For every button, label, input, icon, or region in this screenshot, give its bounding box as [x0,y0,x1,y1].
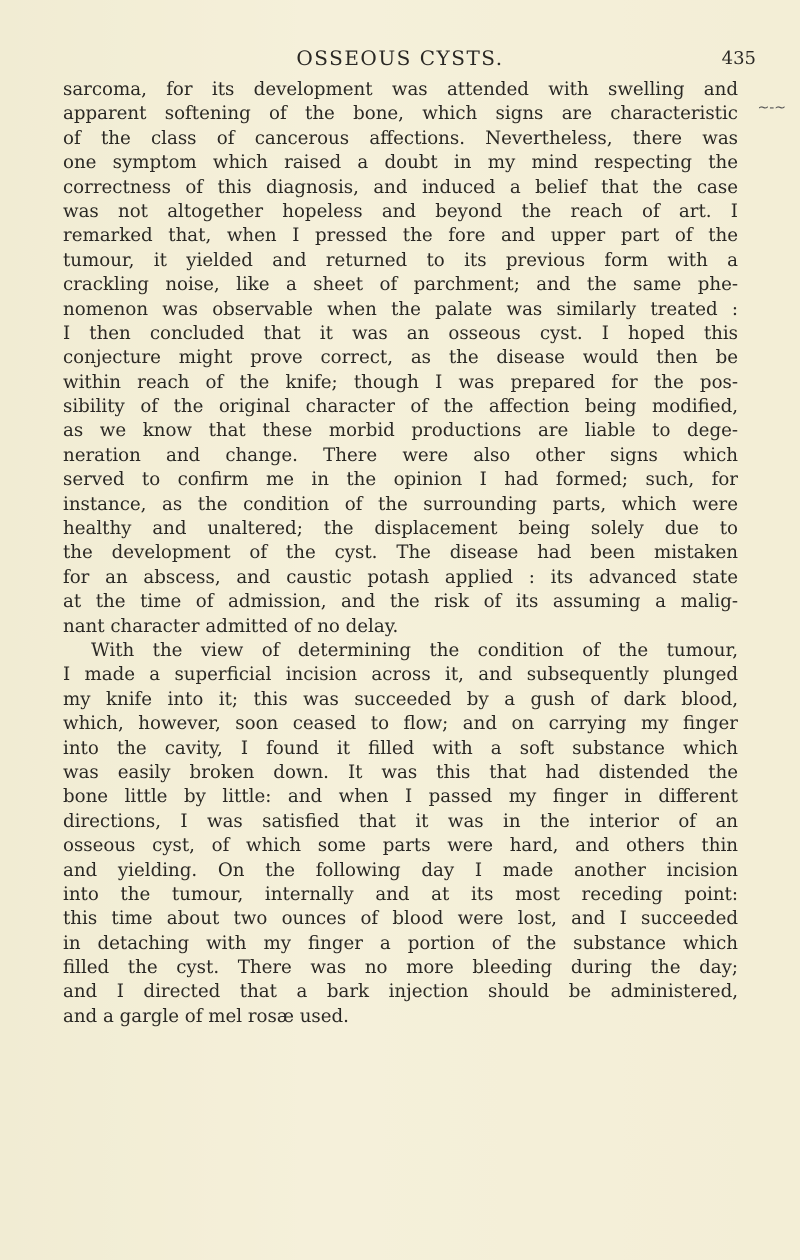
text-line: remarked that, when I pressed the fore and upper part of the [63,225,738,247]
text-line: in detaching with my finger a portion of the substance which [63,932,738,954]
text-line: tumour, it yielded and returned to its previous form with a [63,249,738,271]
text-line: into the tumour, internally and at its most receding point: [63,883,738,905]
running-title: OSSEOUS CYSTS. [296,46,504,70]
text-line: for an abscess, and caustic potash applied : its advanced state [63,566,738,588]
text-line: With the view of determining the condition of the tumour, [91,639,738,661]
text-line: at the time of admission, and the risk of its assuming a malig- [63,591,738,613]
text-line: filled the cyst. There was no more bleeding during the day; [63,957,738,979]
text-line: one symptom which raised a doubt in my mind respecting the [63,152,738,174]
text-line: osseous cyst, of which some parts were hard, and others thin [63,835,738,857]
page-number: 435 [721,48,756,69]
text-line: directions, I was satisfied that it was in the interior of an [63,810,738,832]
text-line: conjecture might prove correct, as the disease would then be [63,347,738,369]
text-line: healthy and unaltered; the displacement being solely due to [63,518,738,540]
text-line: was not altogether hopeless and beyond the reach of art. I [63,200,738,222]
text-line: sibility of the original character of the affection being modified, [63,396,738,418]
text-line: of the class of cancerous affections. Nevertheless, there was [63,127,738,149]
text-line: within reach of the knife; though I was prepared for the pos- [63,371,738,393]
body-text [63,78,738,1029]
text-line: my knife into it; this was succeeded by a gush of dark blood, [63,688,738,710]
text-line: into the cavity, I found it filled with a soft substance which [63,737,738,759]
text-line: served to confirm me in the opinion I had formed; such, for [63,469,738,491]
text-line: and a gargle of mel rosæ used. [63,1005,349,1027]
margin-mark: ~-~ [757,100,786,116]
text-line: and yielding. On the following day I made another incision [63,859,738,881]
text-line: was easily broken down. It was this that had distended the [63,761,738,783]
text-line: which, however, soon ceased to flow; and on carrying my finger [63,713,738,735]
text-line: bone little by little: and when I passed my finger in different [63,786,738,808]
text-line: apparent softening of the bone, which signs are characteristic [63,103,738,125]
text-line: crackling noise, like a sheet of parchment; and the same phe- [63,274,738,296]
text-line: the development of the cyst. The disease had been mistaken [63,542,738,564]
text-line: correctness of this diagnosis, and induced a belief that the case [63,176,738,198]
text-line: instance, as the condition of the surrounding parts, which were [63,493,738,515]
text-line: I made a superficial incision across it, and subsequently plunged [63,664,738,686]
text-line: as we know that these morbid productions are liable to dege- [63,420,738,442]
text-line: I then concluded that it was an osseous cyst. I hoped this [63,322,738,344]
text-line: nomenon was observable when the palate was similarly treated : [63,298,738,320]
text-line: nant character admitted of no delay. [63,615,399,637]
text-line: and I directed that a bark injection should be administered, [63,981,738,1003]
text-line: this time about two ounces of blood were lost, and I succeeded [63,908,738,930]
text-line: neration and change. There were also other signs which [63,444,738,466]
text-line: sarcoma, for its development was attended with swelling and [63,79,738,100]
